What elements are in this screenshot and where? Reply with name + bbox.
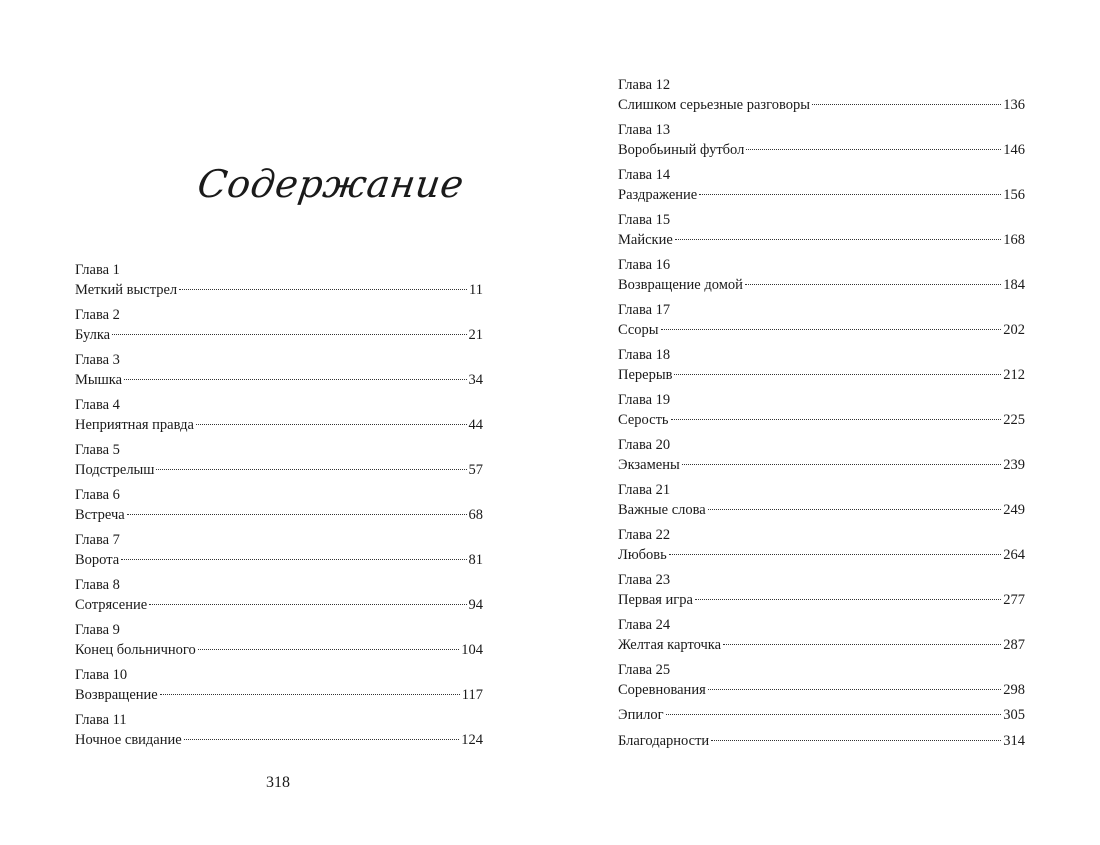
entry-title: Сотрясение (75, 597, 148, 613)
entry-title: Майские (618, 232, 673, 248)
toc-line (75, 640, 483, 660)
dot-leader (184, 739, 460, 740)
toc-line (75, 280, 483, 300)
toc-line (75, 685, 483, 705)
entry-title: Перерыв (618, 367, 673, 383)
toc-entry (75, 575, 483, 615)
toc-entry (618, 525, 1025, 565)
toc-line (75, 505, 483, 525)
entry-page: 57 (468, 462, 483, 478)
toc-entry-epilogue (618, 705, 1025, 725)
toc-entry (75, 710, 483, 750)
toc-line (75, 415, 483, 435)
toc-line (618, 635, 1025, 655)
entry-title: Желтая карточка (618, 637, 722, 653)
toc-entry (75, 260, 483, 300)
page-number: 318 (266, 774, 290, 791)
entry-page: 34 (468, 372, 483, 388)
entry-title: Ворота (75, 552, 120, 568)
entry-title: Возвращение (75, 687, 158, 703)
entry-page: 168 (1003, 232, 1025, 248)
toc-line (618, 230, 1025, 250)
toc-line (618, 275, 1025, 295)
chapter-label: Глава 8 (75, 577, 120, 593)
toc-line (618, 185, 1025, 205)
entry-page: 287 (1003, 637, 1025, 653)
chapter-label: Глава 15 (618, 212, 671, 228)
toc-line (75, 460, 483, 480)
toc-line (75, 370, 483, 390)
dot-leader (156, 469, 466, 470)
entry-page: 146 (1003, 142, 1025, 158)
entry-page: 156 (1003, 187, 1025, 203)
entry-page: 225 (1003, 412, 1025, 428)
toc-entry (618, 480, 1025, 520)
toc-line (75, 595, 483, 615)
chapter-label: Глава 24 (618, 617, 671, 633)
entry-title: Благодарности (618, 733, 710, 749)
toc-line (618, 95, 1025, 115)
entry-page: 44 (468, 417, 483, 433)
entry-page: 277 (1003, 592, 1025, 608)
dot-leader (675, 239, 1001, 240)
dot-leader (723, 644, 1001, 645)
toc-entry (75, 530, 483, 570)
chapter-label: Глава 1 (75, 262, 120, 278)
toc-line (75, 730, 483, 750)
toc-entry (618, 255, 1025, 295)
dot-leader (160, 694, 460, 695)
right-page (550, 0, 1100, 845)
entry-title: Конец больничного (75, 642, 196, 658)
toc-entry (618, 165, 1025, 205)
chapter-label: Глава 22 (618, 527, 671, 543)
dot-leader (121, 559, 466, 560)
entry-title: Эпилог (618, 707, 664, 723)
dot-leader (666, 714, 1002, 715)
entry-page: 314 (1003, 733, 1025, 749)
entry-title: Ссоры (618, 322, 659, 338)
dot-leader (812, 104, 1001, 105)
toc-line (75, 550, 483, 570)
chapter-label: Глава 7 (75, 532, 120, 548)
entry-title: Встреча (75, 507, 125, 523)
entry-title: Экзамены (618, 457, 680, 473)
chapter-label: Глава 11 (75, 712, 127, 728)
entry-page: 104 (461, 642, 483, 658)
entry-title: Неприятная правда (75, 417, 194, 433)
toc-line (618, 705, 1025, 725)
toc-line (618, 365, 1025, 385)
toc-entry (75, 440, 483, 480)
toc-entry (618, 345, 1025, 385)
entry-title: Серость (618, 412, 669, 428)
dot-leader (112, 334, 466, 335)
chapter-label: Глава 9 (75, 622, 120, 638)
toc-entry (618, 300, 1025, 340)
entry-title: Соревнования (618, 682, 706, 698)
toc-entry (618, 660, 1025, 700)
dot-leader (682, 464, 1002, 465)
toc-list-left (75, 260, 483, 755)
toc-title: Содержание (194, 162, 467, 206)
entry-title: Булка (75, 327, 111, 343)
dot-leader (661, 329, 1002, 330)
toc-entry (75, 395, 483, 435)
toc-line (618, 410, 1025, 430)
toc-entry (75, 305, 483, 345)
entry-title: Мышка (75, 372, 123, 388)
toc-line (618, 320, 1025, 340)
chapter-label: Глава 17 (618, 302, 671, 318)
toc-entry (618, 435, 1025, 475)
toc-entry (75, 350, 483, 390)
dot-leader (708, 689, 1002, 690)
toc-entry (75, 620, 483, 660)
dot-leader (149, 604, 466, 605)
chapter-label: Глава 6 (75, 487, 120, 503)
entry-page: 117 (461, 687, 483, 703)
dot-leader (127, 514, 467, 515)
dot-leader (711, 740, 1001, 741)
dot-leader (745, 284, 1001, 285)
entry-title: Подстрелыш (75, 462, 155, 478)
dot-leader (746, 149, 1001, 150)
toc-entry (618, 75, 1025, 115)
chapter-label: Глава 16 (618, 257, 671, 273)
toc-line (618, 455, 1025, 475)
entry-page: 239 (1003, 457, 1025, 473)
entry-page: 298 (1003, 682, 1025, 698)
entry-title: Ночное свидание (75, 732, 182, 748)
entry-page: 264 (1003, 547, 1025, 563)
toc-entry (618, 570, 1025, 610)
chapter-label: Глава 21 (618, 482, 671, 498)
entry-page: 305 (1003, 707, 1025, 723)
toc-entry (618, 390, 1025, 430)
dot-leader (699, 194, 1001, 195)
dot-leader (669, 554, 1001, 555)
toc-line (75, 325, 483, 345)
toc-line (618, 731, 1025, 751)
dot-leader (695, 599, 1001, 600)
toc-line (618, 140, 1025, 160)
dot-leader (196, 424, 467, 425)
chapter-label: Глава 10 (75, 667, 128, 683)
dot-leader (671, 419, 1002, 420)
entry-page: 124 (461, 732, 483, 748)
toc-line (618, 680, 1025, 700)
entry-page: 184 (1003, 277, 1025, 293)
chapter-label: Глава 20 (618, 437, 671, 453)
entry-page: 136 (1003, 97, 1025, 113)
entry-title: Важные слова (618, 502, 706, 518)
entry-page: 202 (1003, 322, 1025, 338)
entry-title: Раздражение (618, 187, 698, 203)
entry-page: 21 (468, 327, 483, 343)
dot-leader (179, 289, 467, 290)
entry-page: 94 (468, 597, 483, 613)
toc-entry-acknowledgements (618, 731, 1025, 751)
chapter-label: Глава 13 (618, 122, 671, 138)
toc-entry (75, 665, 483, 705)
entry-title: Меткий выстрел (75, 282, 178, 298)
dot-leader (198, 649, 460, 650)
entry-title: Первая игра (618, 592, 693, 608)
chapter-label: Глава 5 (75, 442, 120, 458)
chapter-label: Глава 18 (618, 347, 671, 363)
entry-page: 212 (1003, 367, 1025, 383)
chapter-label: Глава 25 (618, 662, 671, 678)
toc-line (618, 500, 1025, 520)
chapter-label: Глава 19 (618, 392, 671, 408)
chapter-label: Глава 14 (618, 167, 671, 183)
toc-list-right (618, 75, 1025, 757)
entry-title: Слишком серьезные разговоры (618, 97, 810, 113)
toc-line (618, 545, 1025, 565)
entry-page: 11 (469, 282, 483, 298)
entry-title: Воробьиный футбол (618, 142, 745, 158)
entry-page: 68 (468, 507, 483, 523)
dot-leader (674, 374, 1001, 375)
chapter-label: Глава 3 (75, 352, 120, 368)
chapter-label: Глава 23 (618, 572, 671, 588)
toc-entry (618, 120, 1025, 160)
toc-entry (618, 615, 1025, 655)
entry-page: 81 (468, 552, 483, 568)
chapter-label: Глава 2 (75, 307, 120, 323)
entry-title: Любовь (618, 547, 667, 563)
dot-leader (708, 509, 1002, 510)
entry-title: Возвращение домой (618, 277, 743, 293)
toc-entry (618, 210, 1025, 250)
toc-entry (75, 485, 483, 525)
chapter-label: Глава 12 (618, 77, 671, 93)
dot-leader (124, 379, 466, 380)
toc-line (618, 590, 1025, 610)
chapter-label: Глава 4 (75, 397, 120, 413)
entry-page: 249 (1003, 502, 1025, 518)
